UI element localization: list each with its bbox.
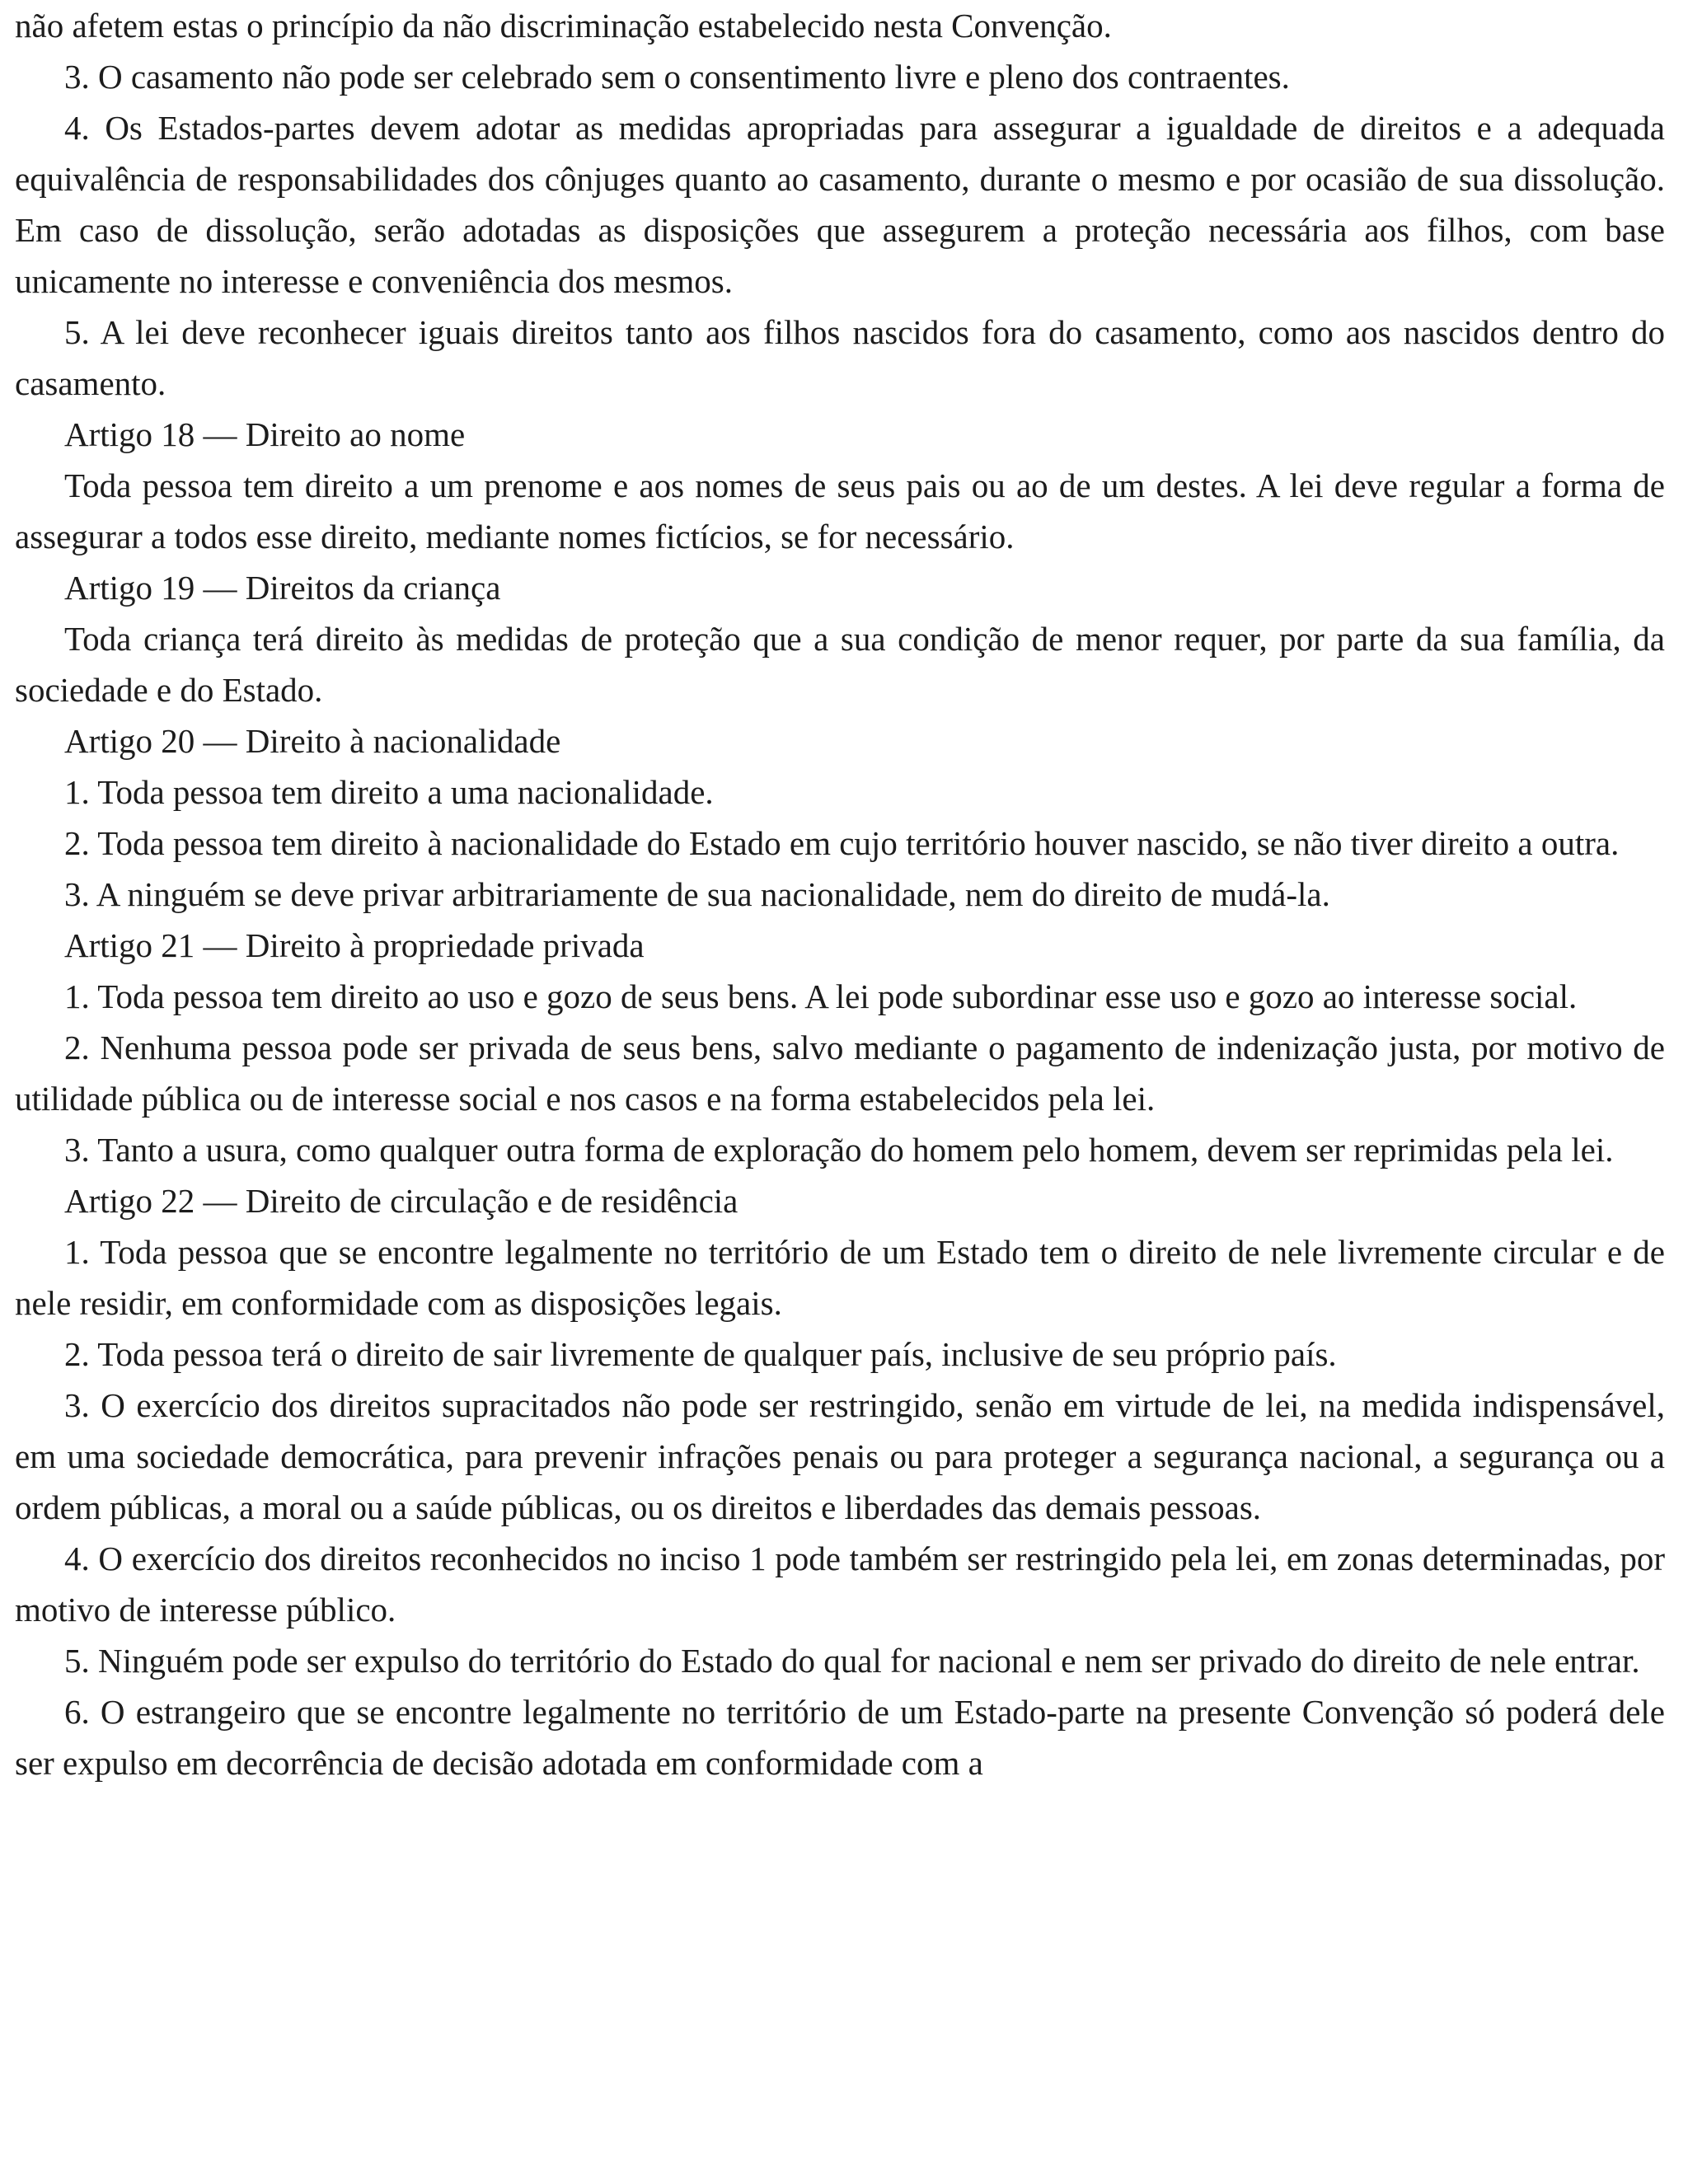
- paragraph-art22-item6: 6. O estrangeiro que se encontre legalmente no território de um Estado-parte na presente Convenção só poderá dele ser expulso em decorrência de decisão adotada em conformidade com a: [15, 1693, 1665, 1782]
- paragraph-art21-item3: 3. Tanto a usura, como qualquer outra forma de exploração do homem pelo homem, devem ser reprimidas pela lei.: [64, 1131, 1614, 1169]
- paragraph-art21-item2: 2. Nenhuma pessoa pode ser privada de seus bens, salvo mediante o pagamento de indenização justa, por motivo de utilidade pública ou de interesse social e nos casos e na forma estabelecidos pela lei.: [15, 1029, 1665, 1118]
- article-20-heading: Artigo 20 — Direito à nacionalidade: [64, 722, 561, 760]
- paragraph-art17-item4: 4. Os Estados-partes devem adotar as medidas apropriadas para assegurar a igualdade de direitos e a adequada equivalência de responsabilidades dos cônjuges quanto ao casamento, durante o mesmo e por ocasião de sua dissolução. Em caso de dissolução, serão adotadas as disposições que assegurem a proteção necessária aos filhos, com base unicamente no interesse e conveniência dos mesmos.: [15, 109, 1665, 300]
- paragraph-art20-item3: 3. A ninguém se deve privar arbitrariamente de sua nacionalidade, nem do direito de mudá-la.: [64, 875, 1330, 913]
- article-21-heading: Artigo 21 — Direito à propriedade privada: [64, 926, 645, 964]
- paragraph-art17-item3: 3. O casamento não pode ser celebrado sem o consentimento livre e pleno dos contraentes.: [64, 58, 1290, 96]
- paragraph-art20-item1: 1. Toda pessoa tem direito a uma nacionalidade.: [64, 773, 714, 811]
- paragraph-art22-item1: 1. Toda pessoa que se encontre legalmente no território de um Estado tem o direito de nele livremente circular e de nele residir, em conformidade com as disposições legais.: [15, 1233, 1665, 1322]
- paragraph-art21-item1: 1. Toda pessoa tem direito ao uso e gozo de seus bens. A lei pode subordinar esse uso e gozo ao interesse social.: [64, 977, 1578, 1015]
- paragraph-continuation: não afetem estas o princípio da não discriminação estabelecido nesta Convenção.: [15, 7, 1112, 45]
- paragraph-art17-item5: 5. A lei deve reconhecer iguais direitos tanto aos filhos nascidos fora do casamento, como aos nascidos dentro do casamento.: [15, 313, 1665, 402]
- paragraph-art22-item4: 4. O exercício dos direitos reconhecidos no inciso 1 pode também ser restringido pela lei, em zonas determinadas, por motivo de interesse público.: [15, 1540, 1665, 1629]
- article-18-heading: Artigo 18 — Direito ao nome: [64, 415, 466, 453]
- paragraph-art22-item5: 5. Ninguém pode ser expulso do território do Estado do qual for nacional e nem ser privado do direito de nele entrar.: [64, 1642, 1640, 1680]
- paragraph-art20-item2: 2. Toda pessoa tem direito à nacionalidade do Estado em cujo território houver nascido, se não tiver direito a outra.: [64, 824, 1620, 862]
- paragraph-art22-item3: 3. O exercício dos direitos supracitados não pode ser restringido, senão em virtude de lei, na medida indispensável, em uma sociedade democrática, para prevenir infrações penais ou para proteger a segurança nacional, a segurança ou a ordem públicas, a moral ou a saúde públicas, ou os direitos e liberdades das demais pessoas.: [15, 1386, 1665, 1526]
- paragraph-art19-body: Toda criança terá direito às medidas de proteção que a sua condição de menor requer, por parte da sua família, da sociedade e do Estado.: [15, 620, 1665, 709]
- paragraph-art18-body: Toda pessoa tem direito a um prenome e aos nomes de seus pais ou ao de um destes. A lei deve regular a forma de assegurar a todos esse direito, mediante nomes fictícios, se for necessário.: [15, 466, 1665, 555]
- article-22-heading: Artigo 22 — Direito de circulação e de residência: [64, 1182, 738, 1220]
- paragraph-art22-item2: 2. Toda pessoa terá o direito de sair livremente de qualquer país, inclusive de seu próprio país.: [64, 1335, 1337, 1373]
- article-19-heading: Artigo 19 — Direitos da criança: [64, 569, 501, 607]
